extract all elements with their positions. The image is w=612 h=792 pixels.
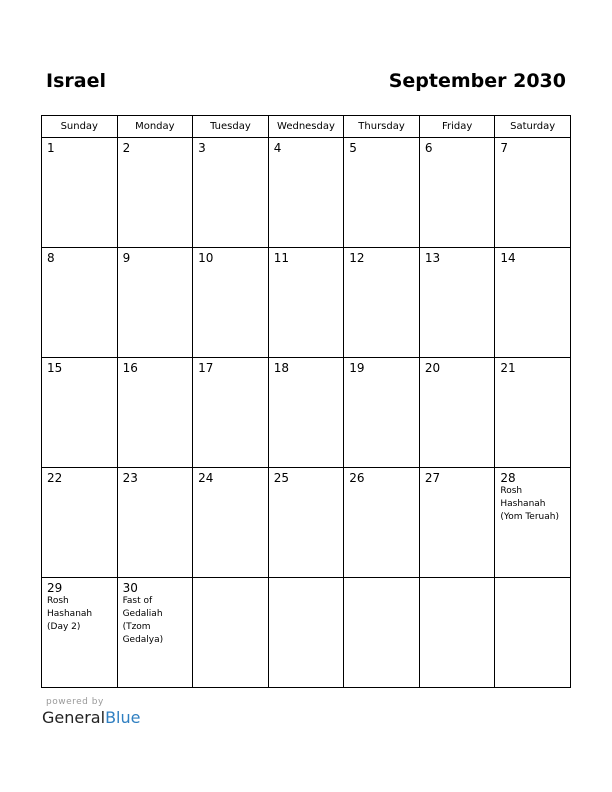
day-number: 14 <box>500 251 516 265</box>
day-cell <box>495 468 571 578</box>
day-number: 17 <box>198 361 214 375</box>
day-cell <box>495 138 571 248</box>
day-number: 12 <box>349 251 365 265</box>
country-title: Israel <box>46 70 106 92</box>
day-cell <box>193 248 269 358</box>
weekday-thursday: Thursday <box>344 116 420 138</box>
day-cell <box>42 358 118 468</box>
brand-part-blue: Blue <box>105 708 141 727</box>
holiday-event: Rosh Hashanah (Yom Teruah) <box>500 486 559 522</box>
day-cell <box>42 468 118 578</box>
day-cell <box>268 248 344 358</box>
day-cell <box>117 248 193 358</box>
day-cell <box>193 468 269 578</box>
day-cell-empty <box>419 578 495 688</box>
day-cell <box>344 138 420 248</box>
day-number: 13 <box>424 251 441 265</box>
day-cell <box>268 138 344 248</box>
week-row <box>42 578 571 688</box>
day-number: 9 <box>122 251 131 265</box>
day-number: 28 <box>500 471 516 485</box>
day-number: 27 <box>424 471 441 485</box>
day-number: 30 <box>122 581 138 595</box>
day-cell-empty <box>344 578 420 688</box>
brand-part-general: General <box>42 708 106 727</box>
calendar-header <box>46 70 566 100</box>
day-number: 6 <box>424 141 433 155</box>
day-cell <box>268 468 344 578</box>
weekday-monday: Monday <box>117 116 193 138</box>
day-number: 19 <box>349 361 365 375</box>
powered-by-text: powered by <box>46 697 104 707</box>
day-cell <box>344 468 420 578</box>
day-number: 24 <box>198 471 214 485</box>
day-cell <box>344 248 420 358</box>
day-number: 3 <box>198 141 206 155</box>
weekday-wednesday: Wednesday <box>268 116 344 138</box>
holiday-event: Fast of Gedaliah (Tzom Gedalya) <box>122 596 164 645</box>
weekday-tuesday: Tuesday <box>193 116 269 138</box>
day-cell <box>117 578 193 688</box>
day-number: 22 <box>47 471 63 485</box>
day-number: 10 <box>198 251 214 265</box>
day-cell <box>117 138 193 248</box>
weekday-saturday: Saturday <box>495 116 571 138</box>
day-cell <box>42 138 118 248</box>
weekday-sunday: Sunday <box>42 116 118 138</box>
day-number: 8 <box>47 251 55 265</box>
generalblue-logo[interactable] <box>42 708 140 727</box>
day-cell <box>344 358 420 468</box>
day-cell <box>42 578 118 688</box>
day-cell <box>117 468 193 578</box>
day-number: 26 <box>349 471 365 485</box>
day-cell <box>193 358 269 468</box>
day-number: 21 <box>500 361 516 375</box>
day-number: 2 <box>122 141 131 155</box>
month-year-title: September 2030 <box>388 70 566 92</box>
day-cell <box>495 248 571 358</box>
day-number: 29 <box>47 581 63 595</box>
day-number: 20 <box>424 361 441 375</box>
day-number: 25 <box>273 471 289 485</box>
week-row <box>42 248 571 358</box>
day-cell <box>495 358 571 468</box>
week-row <box>42 138 571 248</box>
day-cell <box>42 248 118 358</box>
day-number: 23 <box>122 471 138 485</box>
day-cell <box>117 358 193 468</box>
day-cell <box>193 138 269 248</box>
day-number: 11 <box>273 251 289 265</box>
day-number: 5 <box>349 141 357 155</box>
day-number: 18 <box>273 361 289 375</box>
day-cell <box>419 358 495 468</box>
day-number: 1 <box>47 141 55 155</box>
weekday-header-row <box>42 116 571 138</box>
day-number: 16 <box>122 361 138 375</box>
calendar-grid <box>41 115 571 688</box>
week-row <box>42 358 571 468</box>
day-number: 15 <box>47 361 63 375</box>
day-cell <box>268 358 344 468</box>
day-cell <box>419 468 495 578</box>
weekday-friday: Friday <box>419 116 495 138</box>
day-number: 7 <box>500 141 509 155</box>
day-cell-empty <box>268 578 344 688</box>
footer-branding <box>42 697 140 727</box>
day-cell <box>419 248 495 358</box>
week-row <box>42 468 571 578</box>
day-cell-empty <box>193 578 269 688</box>
day-cell <box>419 138 495 248</box>
holiday-event: Rosh Hashanah (Day 2) <box>47 596 93 632</box>
day-number: 4 <box>273 141 282 155</box>
day-cell-empty <box>495 578 571 688</box>
